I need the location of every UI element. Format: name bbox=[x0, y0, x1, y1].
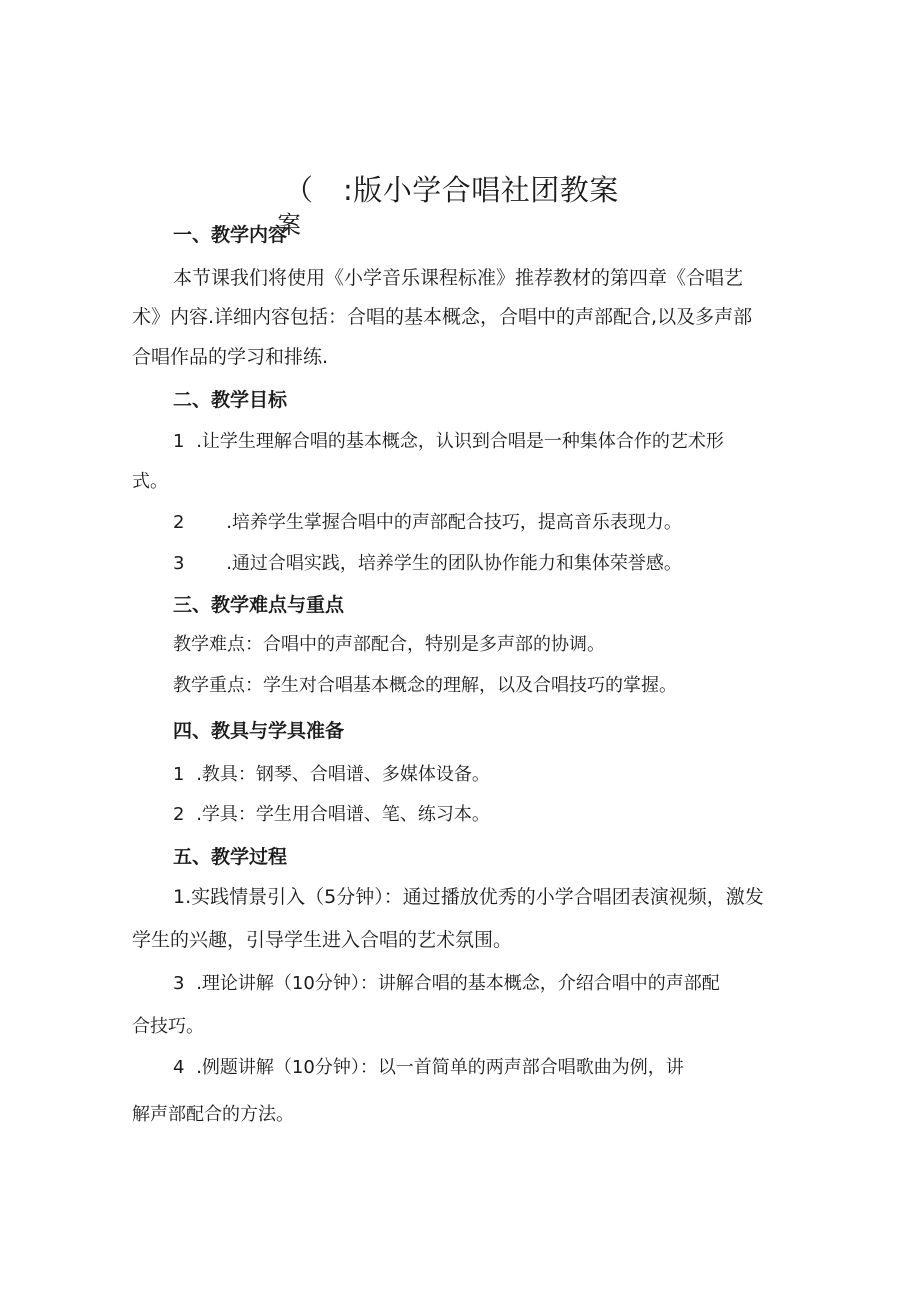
item-text: .让学生理解合唱的基本概念，认识到合唱是一种集体合作的艺术形 bbox=[196, 431, 724, 452]
objective-item bbox=[173, 508, 682, 534]
item-number: 2 bbox=[173, 512, 185, 533]
item-number: 3 bbox=[173, 553, 185, 574]
item-number: 3 bbox=[173, 973, 185, 994]
process-step-continuation: 合技巧。 bbox=[132, 1016, 204, 1037]
material-item bbox=[173, 800, 490, 826]
process-step bbox=[173, 1053, 684, 1079]
item-text: .例题讲解（10分钟）：以一首简单的两声部合唱歌曲为例，讲 bbox=[196, 1057, 684, 1078]
content-paragraph-line: 合唱作品的学习和排练. bbox=[132, 346, 329, 368]
item-text: .培养学生掌握合唱中的声部配合技巧，提高音乐表现力。 bbox=[226, 512, 682, 533]
section-heading-content: 一、教学内容 bbox=[173, 224, 288, 246]
section-heading-difficulties: 三、教学难点与重点 bbox=[173, 594, 345, 616]
objective-item bbox=[173, 549, 682, 575]
objective-item bbox=[173, 427, 724, 453]
item-number: 2 bbox=[173, 804, 185, 825]
item-text: .通过合唱实践，培养学生的团队协作能力和集体荣誉感。 bbox=[226, 553, 682, 574]
key-point-line: 教学重点：学生对合唱基本概念的理解，以及合唱技巧的掌握。 bbox=[173, 675, 677, 696]
section-heading-materials: 四、教具与学具准备 bbox=[173, 720, 345, 742]
content-paragraph-line: 本节课我们将使用《小学音乐课程标准》推荐教材的第四章《合唱艺 bbox=[173, 267, 744, 289]
content-paragraph-line: 术》内容.详细内容包括：合唱的基本概念，合唱中的声部配合,以及多声部 bbox=[132, 306, 753, 328]
section-heading-objectives: 二、教学目标 bbox=[173, 389, 288, 411]
process-step-continuation: 学生的兴趣，引导学生进入合唱的艺术氛围。 bbox=[132, 929, 513, 951]
material-item bbox=[173, 760, 490, 786]
process-step-continuation: 解声部配合的方法。 bbox=[132, 1104, 294, 1125]
title-overflow-char: 案 bbox=[277, 211, 301, 239]
item-text: .学具：学生用合唱谱、笔、练习本。 bbox=[196, 804, 490, 825]
item-text: .教具：钢琴、合唱谱、多媒体设备。 bbox=[196, 764, 490, 785]
document-title: （ :版小学合唱社团教案 bbox=[284, 173, 619, 207]
process-step: 1.实践情景引入（5分钟）：通过播放优秀的小学合唱团表演视频，激发 bbox=[173, 886, 764, 908]
item-number: 1 bbox=[173, 764, 185, 785]
section-heading-process: 五、教学过程 bbox=[173, 846, 288, 868]
difficulty-line: 教学难点：合唱中的声部配合，特别是多声部的协调。 bbox=[173, 634, 605, 655]
item-number: 4 bbox=[173, 1057, 185, 1078]
item-number: 1 bbox=[173, 431, 185, 452]
objective-item-continuation: 式。 bbox=[132, 471, 168, 492]
item-text: .理论讲解（10分钟）：讲解合唱的基本概念，介绍合唱中的声部配 bbox=[196, 973, 720, 994]
process-step bbox=[173, 969, 720, 995]
